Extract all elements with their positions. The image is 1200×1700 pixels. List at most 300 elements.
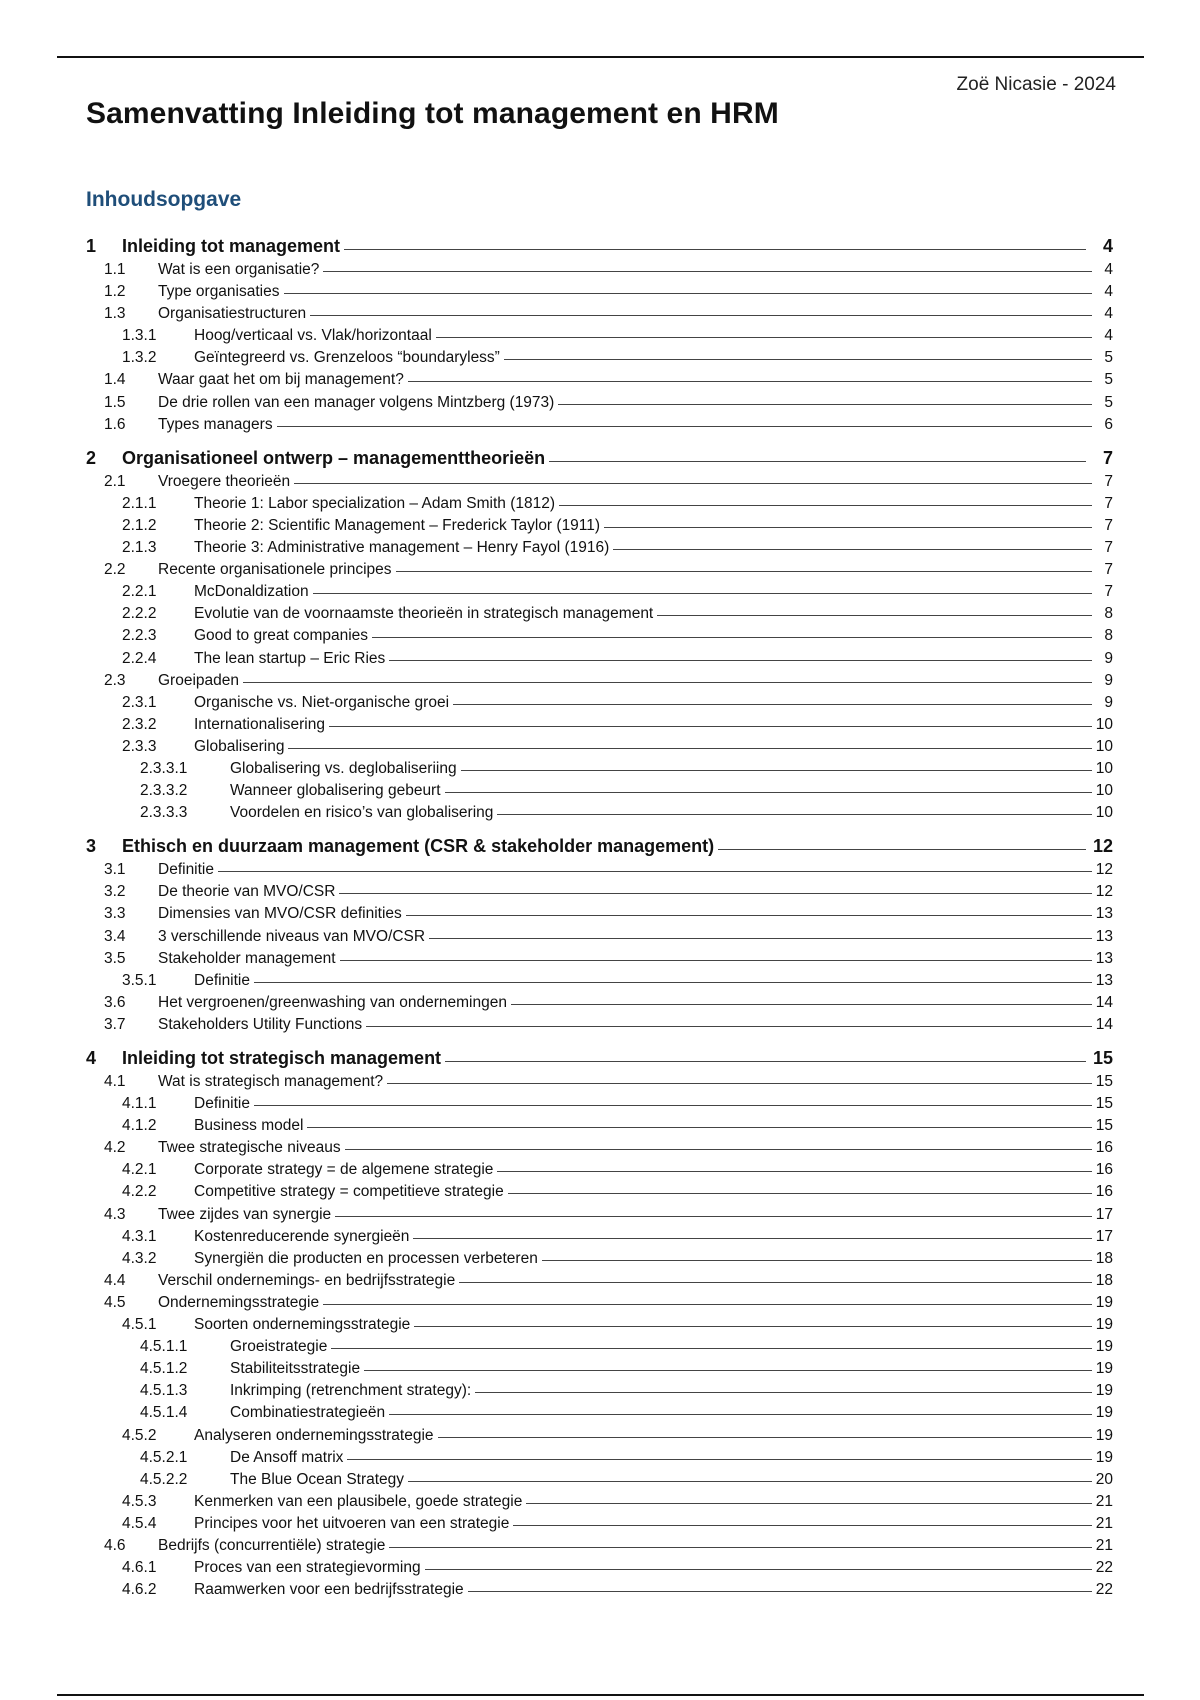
toc-entry-page: 15 [1095,1073,1113,1090]
toc-entry[interactable] [86,670,1113,692]
toc-entry-number: 2.3.3.1 [140,759,188,777]
toc-leader-line [414,1326,1092,1327]
toc-leader-line [511,1004,1092,1005]
toc-entry[interactable] [86,992,1113,1014]
toc-leader-line [389,1414,1092,1415]
toc-entry-number: 2.3.3 [122,737,157,755]
toc-entry-page: 19 [1095,1426,1113,1444]
toc-entry[interactable] [86,603,1113,625]
toc-entry[interactable] [86,347,1113,369]
toc-entry-label: Raamwerken voor een bedrijfsstrategie [194,1581,464,1599]
toc-leader-line [254,1105,1092,1106]
toc-entry-label: Inleiding tot management [122,236,341,256]
toc-entry-number: 2.1.1 [122,494,157,512]
toc-leader-line [504,359,1092,360]
toc-entry-page: 8 [1104,605,1113,623]
toc-entry-number: 4.5.1.1 [140,1338,188,1356]
toc-entry-label: Globalisering [194,737,285,755]
toc-leader-line [310,315,1092,316]
toc-entry[interactable] [86,1557,1113,1579]
toc-entry-number: 4.5.3 [122,1492,157,1510]
toc-entry-label: Business model [194,1117,304,1135]
toc-entry-page: 7 [1104,494,1113,512]
toc-entry-page: 13 [1095,971,1113,989]
toc-entry-page: 12 [1092,836,1113,857]
toc-entry[interactable] [86,736,1113,758]
toc-entry[interactable] [86,1380,1113,1402]
toc-entry-page: 18 [1095,1271,1113,1289]
toc-entry-label: Inleiding tot strategisch management [122,1048,442,1068]
toc-entry-page: 7 [1104,561,1113,579]
toc-entry[interactable] [86,1248,1113,1270]
toc-entry-number: 3.7 [104,1015,126,1033]
toc-entry[interactable] [86,859,1113,881]
toc-entry-page: 22 [1095,1559,1113,1577]
toc-leader-line [453,704,1092,705]
toc-leader-line [406,915,1092,916]
toc-entry-page: 19 [1095,1382,1113,1400]
table-of-contents [86,233,1113,1601]
toc-entry-page: 10 [1095,759,1113,777]
toc-entry-label: Wanneer globalisering gebeurt [230,782,441,800]
toc-entry-label: Corporate strategy = de algemene strategie [194,1161,494,1179]
toc-leader-line [366,1026,1092,1027]
toc-entry[interactable] [86,581,1113,603]
toc-entry[interactable] [86,392,1113,414]
toc-entry-label: De drie rollen van een manager volgens Mintzberg (1973) [158,393,555,411]
toc-leader-line [542,1260,1092,1261]
toc-leader-line [284,293,1093,294]
toc-leader-line [243,682,1092,683]
toc-leader-line [323,1304,1092,1305]
toc-leader-line [559,505,1092,506]
toc-entry[interactable] [86,1159,1113,1181]
toc-entry-label: Wat is een organisatie? [158,261,320,278]
toc-entry-page: 10 [1095,782,1113,800]
toc-entry-page: 7 [1104,472,1113,490]
toc-leader-line [329,726,1092,727]
toc-entry-page: 10 [1095,737,1113,755]
toc-entry-label: De theorie van MVO/CSR [158,883,336,901]
toc-leader-line [445,1061,1086,1062]
toc-entry[interactable] [86,1314,1113,1336]
toc-leader-line [445,792,1092,793]
toc-leader-line [508,1193,1092,1194]
toc-leader-line [339,893,1092,894]
toc-entry-label: Stakeholder management [158,949,336,967]
toc-entry-page: 15 [1092,1048,1113,1068]
toc-leader-line [549,461,1086,462]
toc-entry-page: 7 [1104,516,1113,534]
toc-leader-line [408,1481,1092,1482]
toc-entry-page: 9 [1104,693,1113,711]
toc-entry-page: 7 [1102,447,1113,468]
toc-entry-label: Organische vs. Niet-organische groei [194,693,450,711]
toc-entry-page: 17 [1095,1227,1113,1245]
toc-entry-label: Twee strategische niveaus [158,1139,341,1157]
toc-leader-line [429,938,1092,939]
toc-leader-line [657,615,1092,616]
toc-entry-page: 7 [1104,539,1113,557]
toc-entry-label: Vroegere theorieën [158,472,291,490]
toc-entry[interactable] [86,692,1113,714]
toc-entry[interactable] [86,1137,1113,1159]
bottom-rule [57,1694,1144,1696]
toc-entry-page: 19 [1095,1448,1113,1466]
toc-entry[interactable] [86,1292,1113,1314]
toc-leader-line [294,483,1092,484]
toc-leader-line [436,337,1092,338]
toc-entry-number: 2.2.1 [122,583,157,601]
toc-entry-label: Dimensies van MVO/CSR definities [158,905,402,923]
toc-entry[interactable] [86,1336,1113,1358]
toc-leader-line [372,637,1092,638]
toc-leader-line [475,1392,1092,1393]
toc-entry[interactable] [86,833,1113,859]
toc-entry[interactable] [86,625,1113,647]
toc-leader-line [323,271,1092,272]
toc-leader-line [313,593,1092,594]
toc-leader-line [408,381,1092,382]
toc-entry[interactable] [86,537,1113,559]
toc-entry-number: 3.6 [104,993,126,1011]
toc-entry-page: 20 [1095,1470,1113,1488]
toc-entry-label: Ethisch en duurzaam management (CSR & stakeholder management) [122,836,715,857]
toc-entry-label: Definitie [194,971,250,989]
toc-entry[interactable] [86,948,1113,970]
toc-entry-label: Definitie [194,1095,250,1113]
toc-entry-page: 19 [1095,1293,1113,1311]
toc-entry-number: 4.5.1 [122,1316,157,1334]
toc-entry-number: 4.1.1 [122,1095,157,1113]
toc-leader-line [344,249,1086,250]
toc-entry-page: 19 [1095,1360,1113,1378]
toc-leader-line [277,426,1092,427]
toc-entry-label: Proces van een strategievorming [194,1559,421,1577]
toc-entry-label: Groeipaden [158,671,240,689]
toc-entry-page: 7 [1104,583,1113,601]
toc-entry-page: 9 [1104,671,1113,689]
toc-entry-number: 2.3.2 [122,715,157,733]
toc-leader-line [387,1083,1092,1084]
toc-entry-label: Bedrijfs (concurrentiële) strategie [158,1536,386,1554]
toc-leader-line [389,660,1092,661]
toc-entry-number: 4.3.1 [122,1227,157,1245]
toc-entry-page: 19 [1095,1316,1113,1334]
toc-entry-number: 4.5.1.4 [140,1404,188,1422]
toc-leader-line [307,1127,1092,1128]
toc-entry[interactable] [86,515,1113,537]
toc-entry-number: 4.6 [104,1536,126,1554]
toc-leader-line [364,1370,1092,1371]
toc-entry-page: 12 [1095,861,1113,879]
toc-leader-line [389,1547,1092,1548]
toc-entry-number: 4.2.2 [122,1183,157,1201]
toc-entry-number: 2.3 [104,671,126,689]
toc-entry-page: 4 [1104,261,1113,278]
toc-entry-label: Wat is strategisch management? [158,1073,384,1090]
toc-entry-label: Analyseren ondernemingsstrategie [194,1426,434,1444]
toc-entry-number: 1.2 [104,283,126,301]
toc-entry[interactable] [86,758,1113,780]
toc-entry-page: 21 [1095,1536,1113,1554]
toc-entry-label: Definitie [158,861,214,879]
toc-entry[interactable] [86,369,1113,391]
toc-entry-page: 8 [1104,627,1113,645]
toc-entry-label: 3 verschillende niveaus van MVO/CSR [158,927,426,945]
toc-entry[interactable] [86,970,1113,992]
toc-entry[interactable] [86,281,1113,303]
toc-entry-label: De Ansoff matrix [230,1448,344,1466]
toc-entry-page: 16 [1095,1139,1113,1157]
toc-entry-label: Theorie 3: Administrative management – Henry Fayol (1916) [194,539,610,557]
toc-leader-line [497,814,1092,815]
toc-leader-line [604,527,1092,528]
toc-entry[interactable] [86,1469,1113,1491]
document-title: Samenvatting Inleiding tot management en HRM [86,97,779,130]
toc-entry-page: 14 [1095,1015,1113,1033]
toc-entry-number: 4.6.2 [122,1581,157,1599]
toc-entry-label: Inkrimping (retrenchment strategy): [230,1382,472,1400]
toc-entry-label: Soorten ondernemingsstrategie [194,1316,411,1334]
toc-entry-number: 1.3.2 [122,349,157,367]
toc-entry-number: 4.5 [104,1293,126,1311]
toc-entry-page: 15 [1095,1095,1113,1113]
toc-entry[interactable] [86,1535,1113,1557]
toc-entry[interactable] [86,303,1113,325]
toc-entry-number: 2.1.2 [122,516,157,534]
toc-entry-label: Competitive strategy = competitieve strategie [194,1183,504,1201]
toc-entry[interactable] [86,1402,1113,1424]
toc-heading: Inhoudsopgave [86,188,242,211]
toc-entry-number: 2 [86,447,97,468]
toc-entry[interactable] [86,1579,1113,1601]
toc-entry-label: Waar gaat het om bij management? [158,371,404,389]
toc-entry[interactable] [86,1071,1113,1093]
toc-entry-number: 4.5.1.2 [140,1360,188,1378]
toc-entry-page: 13 [1095,949,1113,967]
toc-entry-page: 12 [1095,883,1113,901]
toc-entry-number: 1.3.1 [122,327,157,345]
toc-leader-line [718,849,1086,850]
toc-entry-page: 4 [1104,305,1113,323]
toc-entry-page: 5 [1104,371,1113,389]
toc-entry-page: 21 [1095,1514,1113,1532]
toc-entry-number: 3.5.1 [122,971,157,989]
toc-leader-line [438,1437,1092,1438]
toc-entry[interactable] [86,1513,1113,1535]
toc-leader-line [526,1503,1092,1504]
toc-entry[interactable] [86,802,1113,824]
toc-entry[interactable] [86,1014,1113,1036]
toc-leader-line [218,871,1092,872]
toc-entry-page: 4 [1102,236,1113,256]
toc-entry-label: Synergiën die producten en processen verbeteren [194,1249,538,1267]
toc-entry[interactable] [86,903,1113,925]
toc-entry-number: 4.5.1.3 [140,1382,188,1400]
toc-leader-line [513,1525,1092,1526]
toc-entry-label: Recente organisationele principes [158,561,392,579]
toc-entry-number: 1 [86,236,97,256]
toc-entry-number: 2.2.2 [122,605,157,623]
toc-entry-label: Theorie 1: Labor specialization – Adam Smith (1812) [194,494,556,512]
toc-entry-number: 2.3.1 [122,693,157,711]
toc-entry-number: 4.1 [104,1073,126,1090]
toc-entry-page: 5 [1104,349,1113,367]
toc-entry-number: 4.2 [104,1139,126,1157]
toc-leader-line [468,1591,1092,1592]
toc-leader-line [345,1149,1092,1150]
toc-entry-label: Internationalisering [194,715,325,733]
toc-entry-page: 14 [1095,993,1113,1011]
toc-entry-number: 2.3.3.3 [140,804,188,822]
toc-entry-page: 13 [1095,905,1113,923]
toc-entry-page: 13 [1095,927,1113,945]
toc-entry-label: The Blue Ocean Strategy [230,1470,405,1488]
toc-entry[interactable] [86,926,1113,948]
toc-leader-line [497,1171,1092,1172]
toc-entry-page: 10 [1095,715,1113,733]
toc-entry-number: 2.2.4 [122,649,157,667]
toc-entry[interactable] [86,714,1113,736]
toc-leader-line [413,1238,1092,1239]
toc-entry-label: Verschil ondernemings- en bedrijfsstrategie [158,1271,456,1289]
toc-entry[interactable] [86,559,1113,581]
toc-entry[interactable] [86,1181,1113,1203]
toc-entry-label: The lean startup – Eric Ries [194,649,386,667]
toc-entry[interactable] [86,445,1113,471]
toc-entry-label: Type organisaties [158,283,280,301]
toc-entry-label: McDonaldization [194,583,309,601]
toc-entry-number: 2.2.3 [122,627,157,645]
toc-entry-number: 3 [86,836,97,857]
toc-entry-label: Stakeholders Utility Functions [158,1015,363,1033]
toc-leader-line [558,404,1092,405]
toc-entry-number: 4.5.2.2 [140,1470,188,1488]
toc-entry-label: Combinatiestrategieën [230,1404,386,1422]
toc-entry-label: Stabiliteitsstrategie [230,1360,361,1378]
toc-entry-label: Kenmerken van een plausibele, goede strategie [194,1492,523,1510]
toc-entry-page: 4 [1104,283,1113,301]
toc-leader-line [288,748,1092,749]
author-header: Zoë Nicasie - 2024 [956,74,1116,95]
toc-entry[interactable] [86,1045,1113,1071]
toc-entry-number: 1.4 [104,371,126,389]
toc-entry-number: 4.3 [104,1205,126,1223]
toc-entry-number: 2.3.3.2 [140,782,188,800]
toc-entry-number: 1.1 [104,261,126,278]
toc-entry-page: 19 [1095,1404,1113,1422]
toc-entry-page: 22 [1095,1581,1113,1599]
toc-entry-page: 5 [1104,393,1113,411]
toc-entry-label: Globalisering vs. deglobaliseriing [230,759,457,777]
toc-entry-number: 4 [86,1048,97,1068]
toc-entry[interactable] [86,493,1113,515]
toc-entry-number: 2.2 [104,561,126,579]
toc-entry-number: 4.5.2 [122,1426,157,1444]
toc-entry-number: 4.2.1 [122,1161,157,1179]
toc-entry-label: Types managers [158,415,273,433]
toc-entry-page: 4 [1104,327,1113,345]
toc-entry-label: Hoog/verticaal vs. Vlak/horizontaal [194,327,432,345]
toc-entry-number: 4.6.1 [122,1559,157,1577]
toc-entry-page: 18 [1095,1249,1113,1267]
toc-entry-number: 2.1.3 [122,539,157,557]
toc-entry[interactable] [86,414,1113,436]
toc-entry-label: Principes voor het uitvoeren van een strategie [194,1514,510,1532]
toc-entry-label: Organisatiestructuren [158,305,307,323]
toc-leader-line [254,982,1092,983]
toc-entry-label: Ondernemingsstrategie [158,1293,320,1311]
toc-entry-page: 21 [1095,1492,1113,1510]
toc-entry-label: Kostenreducerende synergieën [194,1227,410,1245]
toc-entry-number: 1.5 [104,393,126,411]
toc-entry[interactable] [86,1270,1113,1292]
toc-entry-number: 3.3 [104,905,126,923]
toc-entry[interactable] [86,1425,1113,1447]
toc-leader-line [335,1216,1092,1217]
toc-leader-line [459,1282,1092,1283]
toc-entry[interactable] [86,881,1113,903]
toc-entry-label: Het vergroenen/greenwashing van ondernemingen [158,993,507,1011]
top-rule [57,56,1144,58]
toc-entry-number: 4.3.2 [122,1249,157,1267]
toc-entry[interactable] [86,1093,1113,1115]
toc-entry-number: 2.1 [104,472,126,490]
toc-leader-line [396,571,1092,572]
toc-entry[interactable] [86,1491,1113,1513]
toc-leader-line [340,960,1092,961]
toc-entry-number: 4.4 [104,1271,126,1289]
toc-entry-label: Organisationeel ontwerp – managementtheorieën [122,447,546,468]
toc-entry-number: 1.3 [104,305,126,323]
toc-entry-page: 6 [1104,415,1113,433]
toc-entry[interactable] [86,1226,1113,1248]
toc-entry[interactable] [86,259,1113,281]
toc-leader-line [461,770,1092,771]
toc-entry-label: Twee zijdes van synergie [158,1205,332,1223]
toc-entry-page: 15 [1095,1117,1113,1135]
toc-entry-page: 19 [1095,1338,1113,1356]
toc-entry-page: 16 [1095,1183,1113,1201]
toc-entry-number: 1.6 [104,415,126,433]
toc-entry-number: 4.5.2.1 [140,1448,188,1466]
toc-entry[interactable] [86,648,1113,670]
toc-entry-number: 3.4 [104,927,126,945]
toc-leader-line [425,1569,1092,1570]
toc-entry[interactable] [86,1447,1113,1469]
toc-entry-number: 3.5 [104,949,126,967]
toc-entry-label: Evolutie van de voornaamste theorieën in strategisch management [194,605,654,623]
toc-entry-number: 3.1 [104,861,126,879]
toc-entry-number: 4.5.4 [122,1514,157,1532]
toc-entry[interactable] [86,1358,1113,1380]
toc-entry-label: Good to great companies [194,627,369,645]
toc-entry[interactable] [86,780,1113,802]
toc-entry[interactable] [86,1115,1113,1137]
toc-entry-label: Theorie 2: Scientific Management – Frederick Taylor (1911) [194,516,601,534]
toc-leader-line [613,549,1092,550]
toc-entry[interactable] [86,1204,1113,1226]
toc-entry-page: 17 [1095,1205,1113,1223]
toc-entry[interactable] [86,233,1113,259]
toc-leader-line [331,1348,1092,1349]
toc-entry-label: Voordelen en risico’s van globalisering [230,804,494,822]
toc-entry[interactable] [86,471,1113,493]
toc-entry-number: 3.2 [104,883,126,901]
toc-entry[interactable] [86,325,1113,347]
toc-entry-number: 4.1.2 [122,1117,157,1135]
